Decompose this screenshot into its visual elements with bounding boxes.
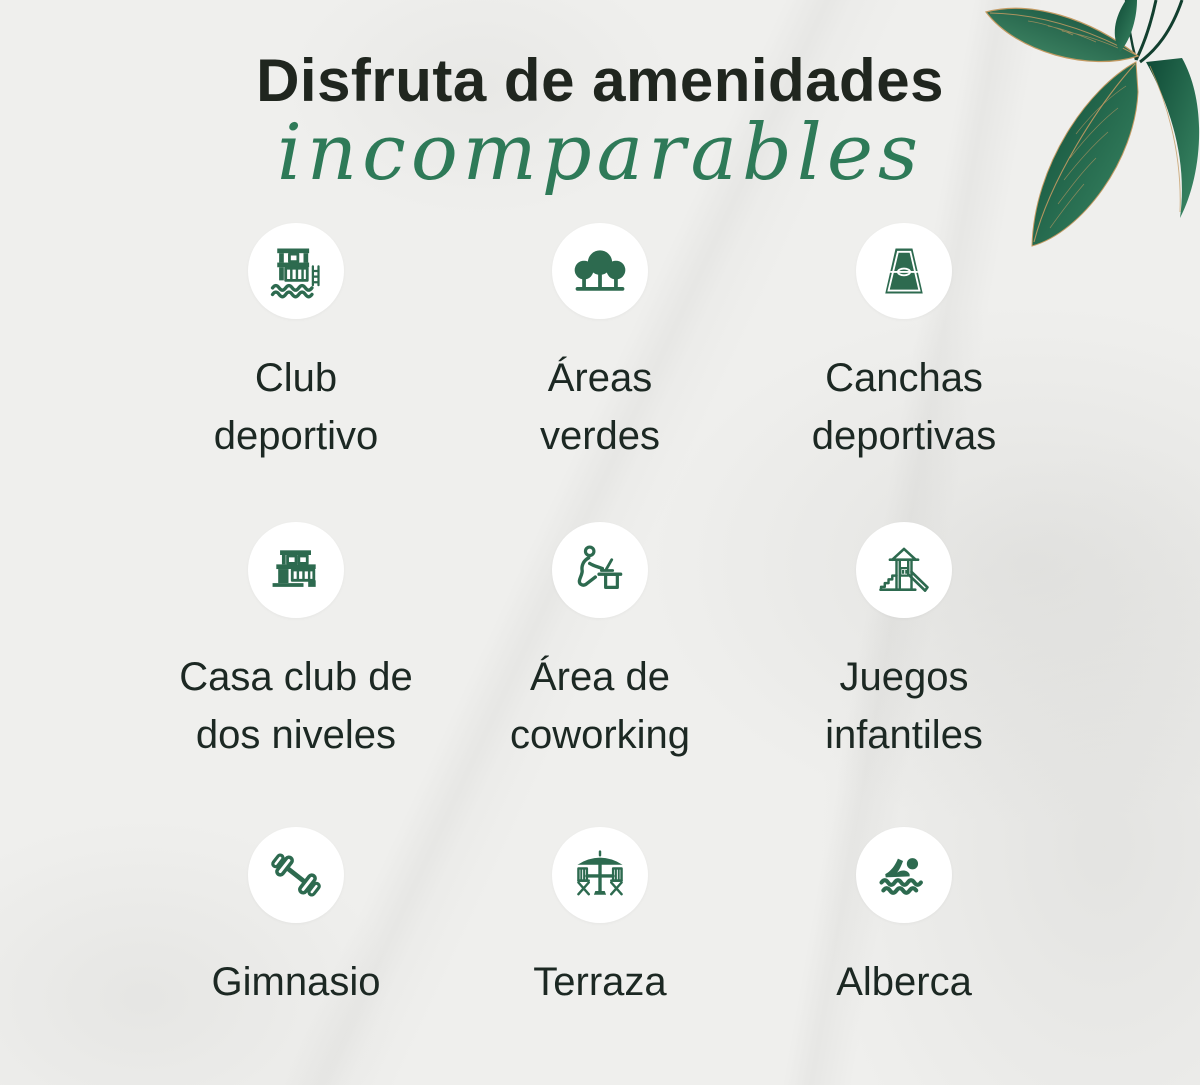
green-areas-trees-icon (570, 241, 630, 301)
amenity-label: Área de coworking (509, 654, 691, 757)
amenity-label: Club deportivo (213, 355, 379, 458)
icon-circle (552, 522, 648, 618)
amenity-label: Casa club de dos niveles (179, 654, 413, 757)
amenity-label: Áreas verdes (539, 355, 661, 458)
icon-circle (856, 522, 952, 618)
amenity-juegos-infantiles (752, 522, 1056, 827)
amenity-coworking (448, 522, 752, 827)
amenity-areas-verdes (448, 223, 752, 522)
icon-circle (552, 223, 648, 319)
icon-circle (248, 827, 344, 923)
amenity-club-deportivo (144, 223, 448, 522)
amenity-terraza (448, 827, 752, 1011)
pool-club-icon (266, 241, 326, 301)
amenity-label: Canchas deportivas (811, 355, 997, 458)
amenity-canchas-deportivas (752, 223, 1056, 522)
dumbbell-icon (266, 845, 326, 905)
amenity-label: Terraza (533, 959, 667, 1004)
amenity-alberca (752, 827, 1056, 1011)
icon-circle (856, 827, 952, 923)
amenity-gimnasio (144, 827, 448, 1011)
amenity-casa-club (144, 522, 448, 827)
terrace-umbrella-icon (570, 845, 630, 905)
two-level-clubhouse-icon (266, 540, 326, 600)
amenity-label: Gimnasio (211, 959, 381, 1004)
playground-icon (874, 540, 934, 600)
coworking-desk-icon (570, 540, 630, 600)
page-subtitle: incomparables (276, 108, 924, 198)
icon-circle (552, 827, 648, 923)
swimmer-icon (874, 845, 934, 905)
amenities-grid (144, 223, 1056, 1011)
icon-circle (248, 223, 344, 319)
header (0, 0, 1200, 197)
amenity-label: Juegos infantiles (825, 654, 983, 757)
icon-circle (248, 522, 344, 618)
amenity-label: Alberca (836, 959, 972, 1004)
sports-court-icon (874, 241, 934, 301)
page-title: Disfruta de amenidades (256, 47, 944, 114)
